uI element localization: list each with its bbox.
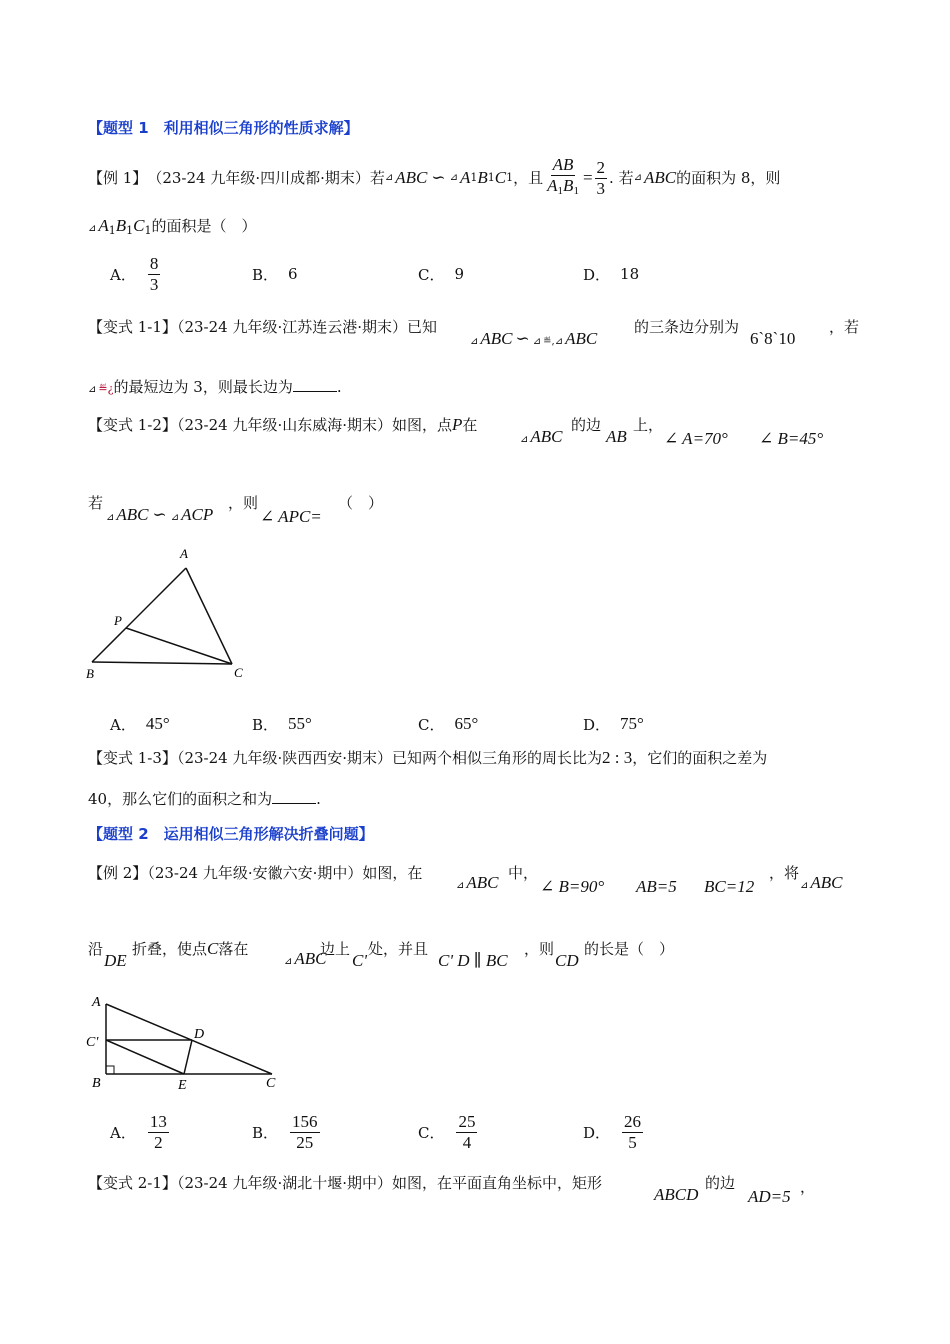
answer-blank[interactable] — [293, 377, 337, 392]
label-p: P — [114, 613, 122, 628]
fold-triangle-figure — [84, 990, 284, 1094]
triangle-abc-figure — [82, 540, 262, 686]
variant-1-1-tag: 【变式 1-1】（23-24 九年级·江苏连云港·期末）已知 — [88, 318, 437, 336]
option-b[interactable]: B． 6 — [252, 265, 298, 284]
variant-2-1-line-1: 【变式 2-1】（23-24 九年级·湖北十堰·期中）如图，在平面直角坐标中，矩形 ABCD 的边 AD=5 ， — [88, 1174, 816, 1206]
side-ac — [186, 568, 232, 664]
ratio-fraction: $\frac{AB}{A_1B_1}$ — [547, 155, 579, 197]
label-a: A — [92, 995, 101, 1010]
segment-pc — [126, 628, 232, 664]
option-b[interactable]: B． 55° — [252, 714, 312, 734]
example-1-source: （23-24 九年级·四川成都·期末）若 — [147, 169, 385, 187]
label-c: C — [266, 1076, 276, 1091]
variant-1-2-line-1: 【变式 1-2】（23-24 九年级·山东威海·期末）如图，点P在 ⊿ ABC 的边 AB 上， ∠ A=70° ∠ B=45° — [88, 415, 824, 448]
label-a: A — [180, 546, 188, 561]
variant-1-2-options — [110, 704, 810, 744]
label-e: E — [178, 1078, 187, 1093]
example-1-line-1: 【例 1】 （23-24 九年级·四川成都·期末）若 ⊿ ABC ∽ ⊿ A 1 B 1 C 1 ，且 $\frac{AB}{A_1B_1}$ = $\frac{2}{3}$ . 若 ⊿ ABC 的面积为 8，则 — [88, 156, 868, 200]
option-d[interactable]: D． $\frac{26}{5}$ — [583, 1111, 642, 1152]
example-1-tag: 【例 1】 — [88, 169, 148, 187]
variant-1-3-line-1: 【变式 1-3】（23-24 九年级·陕西西安·期末）已知两个相似三角形的周长比为2 : 3，它们的面积之差为 — [88, 748, 768, 767]
ratio-value: $\frac{2}{3}$ — [596, 157, 606, 198]
segment-cpe — [106, 1040, 184, 1074]
side-bc — [92, 662, 232, 664]
option-c[interactable]: C． 65° — [418, 714, 479, 734]
option-b[interactable]: B． $\frac{156}{25}$ — [252, 1111, 318, 1152]
section-1-heading: 【题型 1 利用相似三角形的性质求解】 — [88, 119, 359, 137]
option-c[interactable]: C． 9 — [418, 265, 465, 284]
section-2-heading: 【题型 2 运用相似三角形解决折叠问题】 — [88, 825, 374, 843]
option-a[interactable]: A． $\frac{13}{2}$ — [110, 1111, 167, 1152]
segment-de — [184, 1040, 192, 1074]
option-c[interactable]: C． $\frac{25}{4}$ — [418, 1111, 476, 1152]
right-angle-mark — [106, 1066, 114, 1074]
option-d[interactable]: D． 18 — [583, 265, 640, 284]
label-d: D — [194, 1027, 205, 1042]
variant-1-2-line-2: 若 ⊿ ABC ∽ ⊿ ACP ，则 ∠ APC= （ ） — [88, 494, 384, 526]
option-d[interactable]: D． 75° — [583, 714, 644, 734]
variant-1-3-line-2: 40，那么它们的面积之和为 . — [88, 790, 321, 808]
answer-blank[interactable] — [272, 789, 316, 804]
label-c-prime: C′ — [86, 1035, 99, 1050]
label-c: C — [234, 665, 243, 680]
example-2-line-1: 【例 2】（23-24 九年级·安徽六安·期中）如图，在 ⊿ ABC 中， ∠ B=90° AB=5 BC=12 ，将 ⊿ ABC — [88, 864, 843, 896]
side-ac — [106, 1004, 272, 1074]
option-a[interactable]: A． 45° — [110, 714, 170, 734]
variant-1-1-line-2: ⊿ ≝¿的最短边为 3，则最长边为 . — [88, 378, 342, 396]
example-2-line-2: 沿 DE 折叠，使点C落在 ⊿ ABC 边上 C' 处，并且 C' D ∥ BC ，则 CD 的长是（ ） — [88, 939, 675, 970]
example-1-line-2: ⊿ $A_1B_1C_1$的面积是（ ） — [88, 216, 257, 237]
label-b: B — [86, 666, 94, 681]
option-a[interactable]: A． $\frac{8}{3}$ — [110, 253, 159, 294]
side-ab — [92, 568, 186, 662]
example-1-options — [110, 254, 810, 294]
variant-1-1-line-1: 【变式 1-1】（23-24 九年级·江苏连云港·期末）已知 ⊿ ABC ∽ ⊿ ≝,⊿ ABC 的三条边分别为 6`8`10 ，若 — [88, 318, 860, 348]
example-2-options — [110, 1111, 810, 1153]
label-b: B — [92, 1076, 101, 1091]
